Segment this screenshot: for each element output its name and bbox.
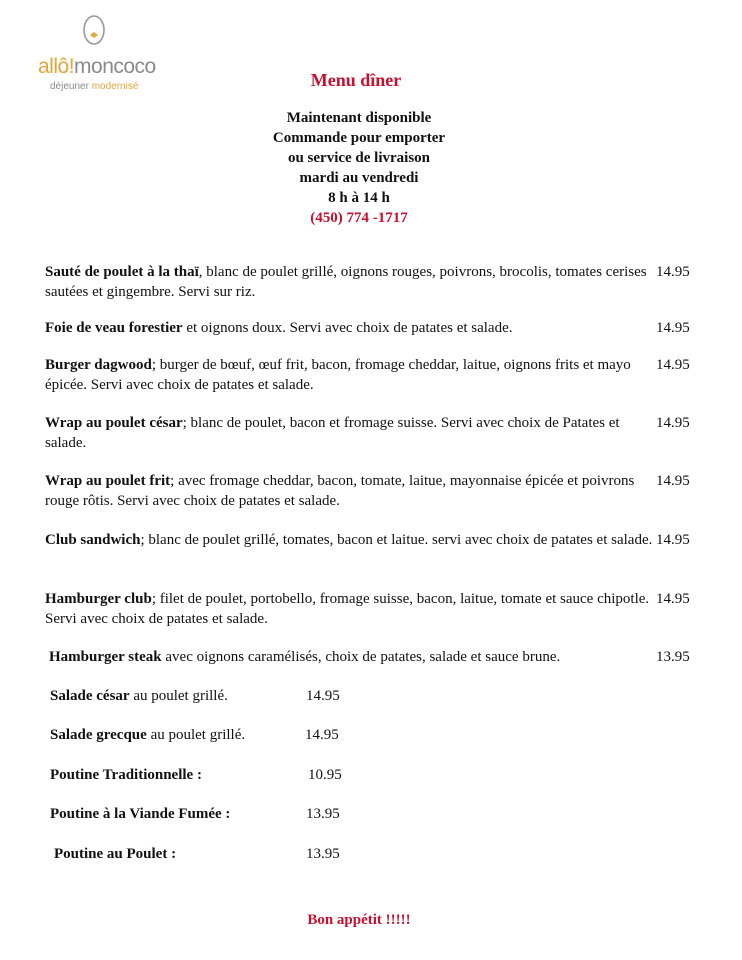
menu-item [50,804,230,824]
item-description: ; blanc de poulet, bacon et fromage suisse. Servi avec choix de Patates et salade. [45,415,620,451]
menu-item [45,413,655,453]
header-line: Maintenant disponible [286,110,432,126]
availability-header [0,108,718,228]
item-price: 13.95 [656,649,690,665]
item-name: Salade grecque [50,727,147,743]
item-description: ; filet de poulet, portobello, fromage suisse, bacon, laitue, tomate et sauce chipotle. Servi avec choix de patates et salade. [45,591,650,627]
item-price: 14.95 [656,264,690,280]
header-line: Commande pour emporter [272,130,446,146]
menu-item [50,725,245,745]
menu-item [50,765,202,785]
item-name: Burger dagwood [45,357,152,373]
item-name: Club sandwich [45,532,141,548]
menu-item [45,318,655,338]
menu-item [54,844,176,864]
item-name: Poutine Traditionnelle : [50,767,202,783]
item-name: Wrap au poulet frit [45,473,171,489]
item-description: au poulet grillé. [146,727,246,743]
item-description: et oignons doux. Servi avec choix de patates et salade. [182,320,513,336]
item-description: au poulet grillé. [129,688,228,704]
item-description: ; avec fromage cheddar, bacon, tomate, laitue, mayonnaise épicée et poivrons rouge rôtis. Servi avec choix de patates et salade. [45,473,635,509]
item-name: Poutine au Poulet : [54,846,177,862]
item-price: 10.95 [308,767,342,783]
item-name: Hamburger steak [49,649,162,665]
menu-item [45,355,655,395]
menu-title: Menu dîner [310,70,402,90]
header-line: ou service de livraison [287,150,431,166]
item-price: 14.95 [656,532,690,548]
header-line: 8 h à 14 h [328,190,390,206]
item-price: 14.95 [656,415,690,431]
item-price: 13.95 [306,806,340,822]
closing-message: Bon appétit !!!!! [307,912,411,928]
menu-item [45,589,655,629]
phone-number: (450) 774 -1717 [310,210,408,226]
item-price: 14.95 [656,591,690,607]
item-name: Salade césar [50,688,130,704]
egg-logo-icon [81,8,107,48]
logo-tagline: déjeuner modernisé [50,81,139,92]
item-price: 14.95 [306,688,340,704]
item-name: Hamburger club [45,591,152,607]
item-description: ; blanc de poulet grillé, tomates, bacon et laitue. servi avec choix de patates et salade. [140,532,653,548]
item-name: Poutine à la Viande Fumée : [50,806,231,822]
item-price: 13.95 [306,846,340,862]
logo-wordmark: allô!moncoco [38,55,156,78]
menu-item [45,471,655,511]
menu-item [45,262,655,302]
item-name: Wrap au poulet césar [45,415,183,431]
item-name: Foie de veau forestier [45,320,183,336]
item-name: Sauté de poulet à la thaï [45,264,199,280]
item-price: 14.95 [305,727,339,743]
menu-item [50,686,228,706]
item-price: 14.95 [656,320,690,336]
item-description: avec oignons caramélisés, choix de patates, salade et sauce brune. [161,649,561,665]
item-description: , blanc de poulet grillé, oignons rouges, poivrons, brocolis, tomates cerises sautées et gingembre. Servi sur riz. [45,264,647,300]
menu-item [49,647,659,667]
item-description: ; burger de bœuf, œuf frit, bacon, fromage cheddar, laitue, oignons frits et mayo épicée. Servi avec choix de patates et salade. [45,357,631,393]
item-price: 14.95 [656,357,690,373]
item-price: 14.95 [656,473,690,489]
header-line: mardi au vendredi [299,170,419,186]
menu-item [45,530,655,550]
